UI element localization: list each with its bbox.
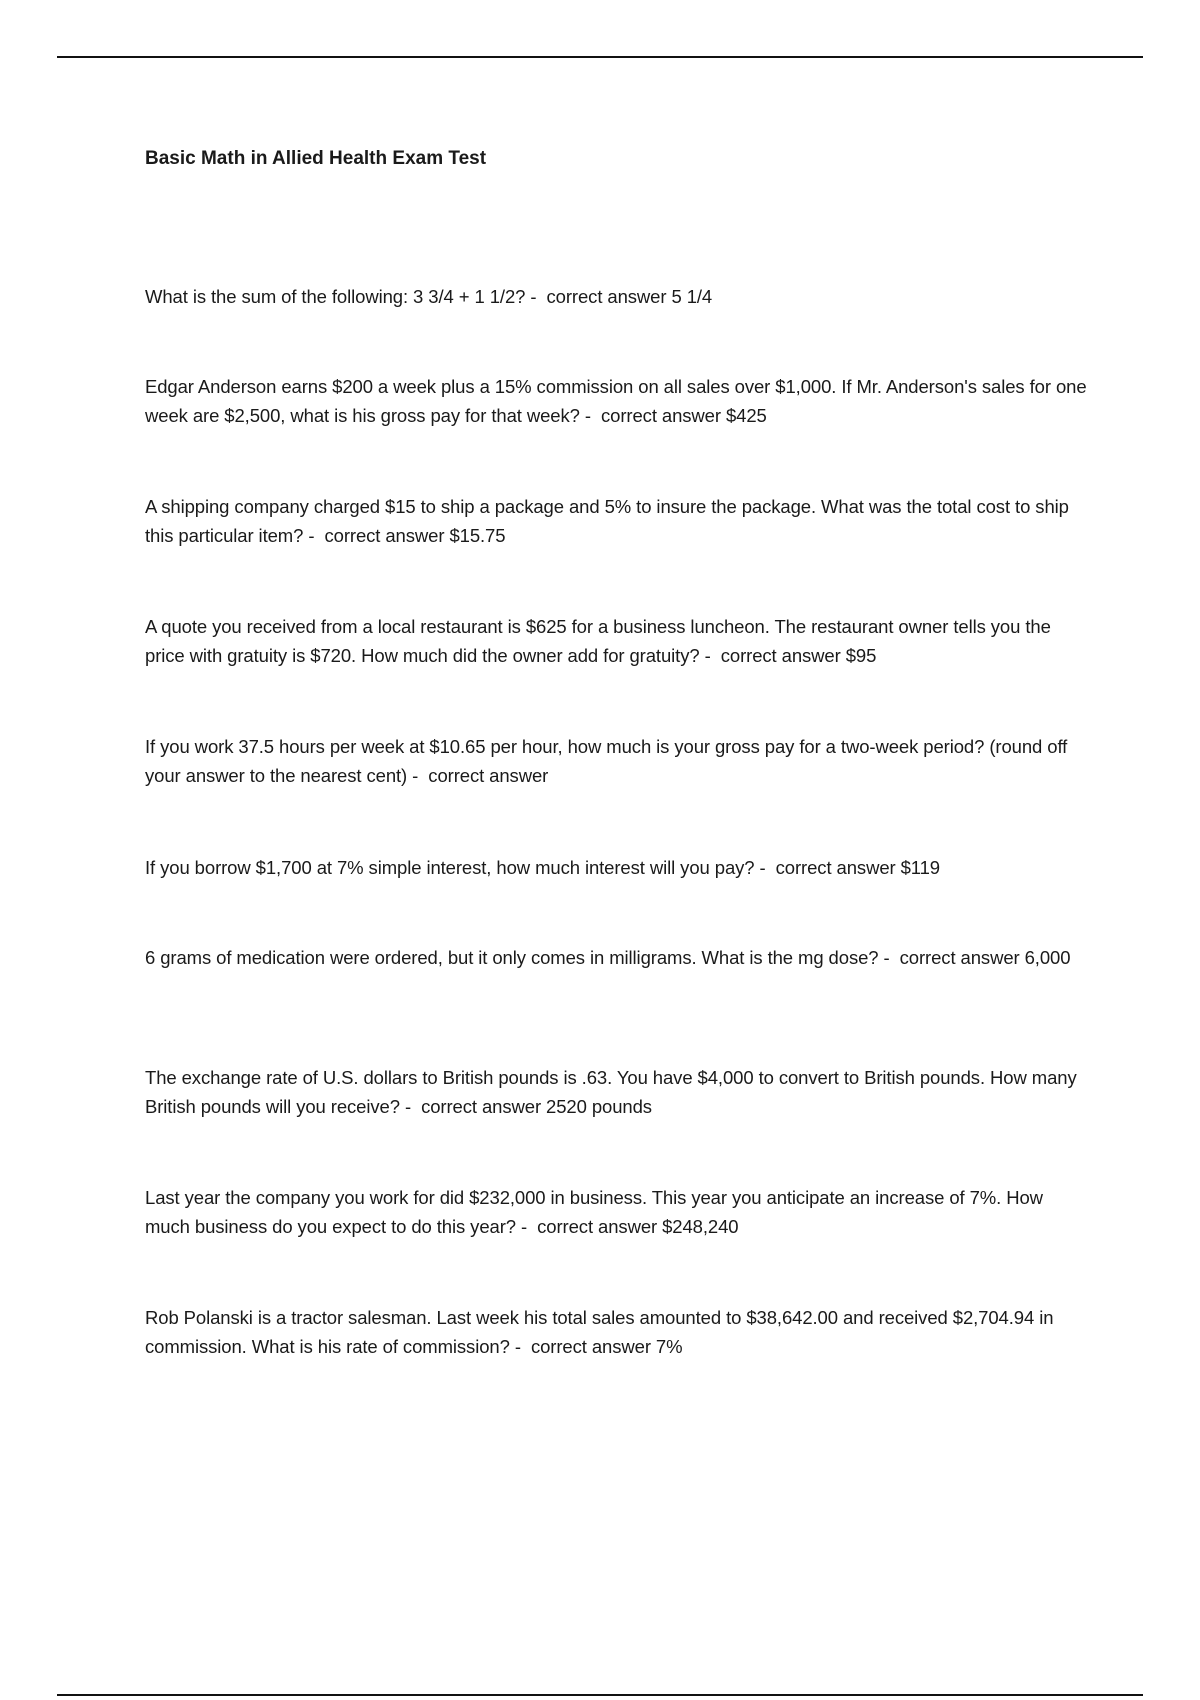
question-text: If you work 37.5 hours per week at $10.65 per hour, how much is your gross pay for a two-week period? (round off your answer to the nearest cent) bbox=[145, 736, 1068, 786]
top-rule bbox=[57, 56, 1143, 58]
qa-item-10 bbox=[145, 1303, 1090, 1361]
qa-item-1 bbox=[145, 282, 1090, 311]
question-text: Edgar Anderson earns $200 a week plus a 15% commission on all sales over $1,000. If Mr. Anderson's sales for one week are $2,500, what is his gross pay for that week? bbox=[145, 376, 1087, 426]
answer-text: correct answer $425 bbox=[601, 405, 767, 426]
answer-text: correct answer $119 bbox=[775, 857, 940, 878]
question-text: Last year the company you work for did $232,000 in business. This year you anticipate an increase of 7%. How much business do you expect to do this year? bbox=[145, 1187, 1043, 1237]
answer-text: correct answer bbox=[428, 765, 549, 786]
separator: - bbox=[399, 1096, 422, 1117]
separator: - bbox=[699, 645, 721, 666]
answer-text: correct answer $248,240 bbox=[537, 1216, 739, 1237]
qa-item-4 bbox=[145, 612, 1090, 670]
qa-item-6 bbox=[145, 853, 1090, 882]
answer-text: correct answer 2520 pounds bbox=[421, 1096, 652, 1117]
separator: - bbox=[754, 857, 776, 878]
answer-text: correct answer $95 bbox=[720, 645, 877, 666]
separator: - bbox=[407, 765, 429, 786]
answer-text: correct answer 7% bbox=[530, 1336, 683, 1357]
separator: - bbox=[515, 1216, 538, 1237]
answer-text: correct answer 5 1/4 bbox=[546, 286, 713, 307]
qa-item-5 bbox=[145, 732, 1090, 790]
separator: - bbox=[509, 1336, 531, 1357]
question-text: If you borrow $1,700 at 7% simple interest, how much interest will you pay? bbox=[145, 857, 755, 878]
answer-text: correct answer 6,000 bbox=[899, 947, 1071, 968]
question-text: Rob Polanski is a tractor salesman. Last week his total sales amounted to $38,642.00 and received $2,704.94 in commission. What is his rate of commission? bbox=[145, 1307, 1054, 1357]
qa-item-7 bbox=[145, 943, 1090, 972]
separator: - bbox=[579, 405, 602, 426]
question-text: A shipping company charged $15 to ship a package and 5% to insure the package. What was the total cost to ship this particular item? bbox=[145, 496, 1069, 546]
qa-item-3 bbox=[145, 492, 1090, 550]
question-text: 6 grams of medication were ordered, but it only comes in milligrams. What is the mg dose? bbox=[145, 947, 879, 968]
question-text: What is the sum of the following: 3 3/4 + 1 1/2? bbox=[145, 286, 526, 307]
qa-item-2 bbox=[145, 372, 1090, 430]
question-text: A quote you received from a local restaurant is $625 for a business luncheon. The restaurant owner tells you the price with gratuity is $720. How much did the owner add for gratuity? bbox=[145, 616, 1051, 666]
question-text: The exchange rate of U.S. dollars to British pounds is .63. You have $4,000 to convert to British pounds. How many British pounds will you receive? bbox=[145, 1067, 1077, 1117]
answer-text: correct answer $15.75 bbox=[324, 525, 506, 546]
document-title: Basic Math in Allied Health Exam Test bbox=[145, 148, 487, 169]
separator: - bbox=[878, 947, 900, 968]
qa-item-8 bbox=[145, 1063, 1090, 1121]
separator: - bbox=[303, 525, 325, 546]
bottom-rule bbox=[57, 1694, 1143, 1696]
qa-item-9 bbox=[145, 1183, 1090, 1241]
separator: - bbox=[525, 286, 547, 307]
